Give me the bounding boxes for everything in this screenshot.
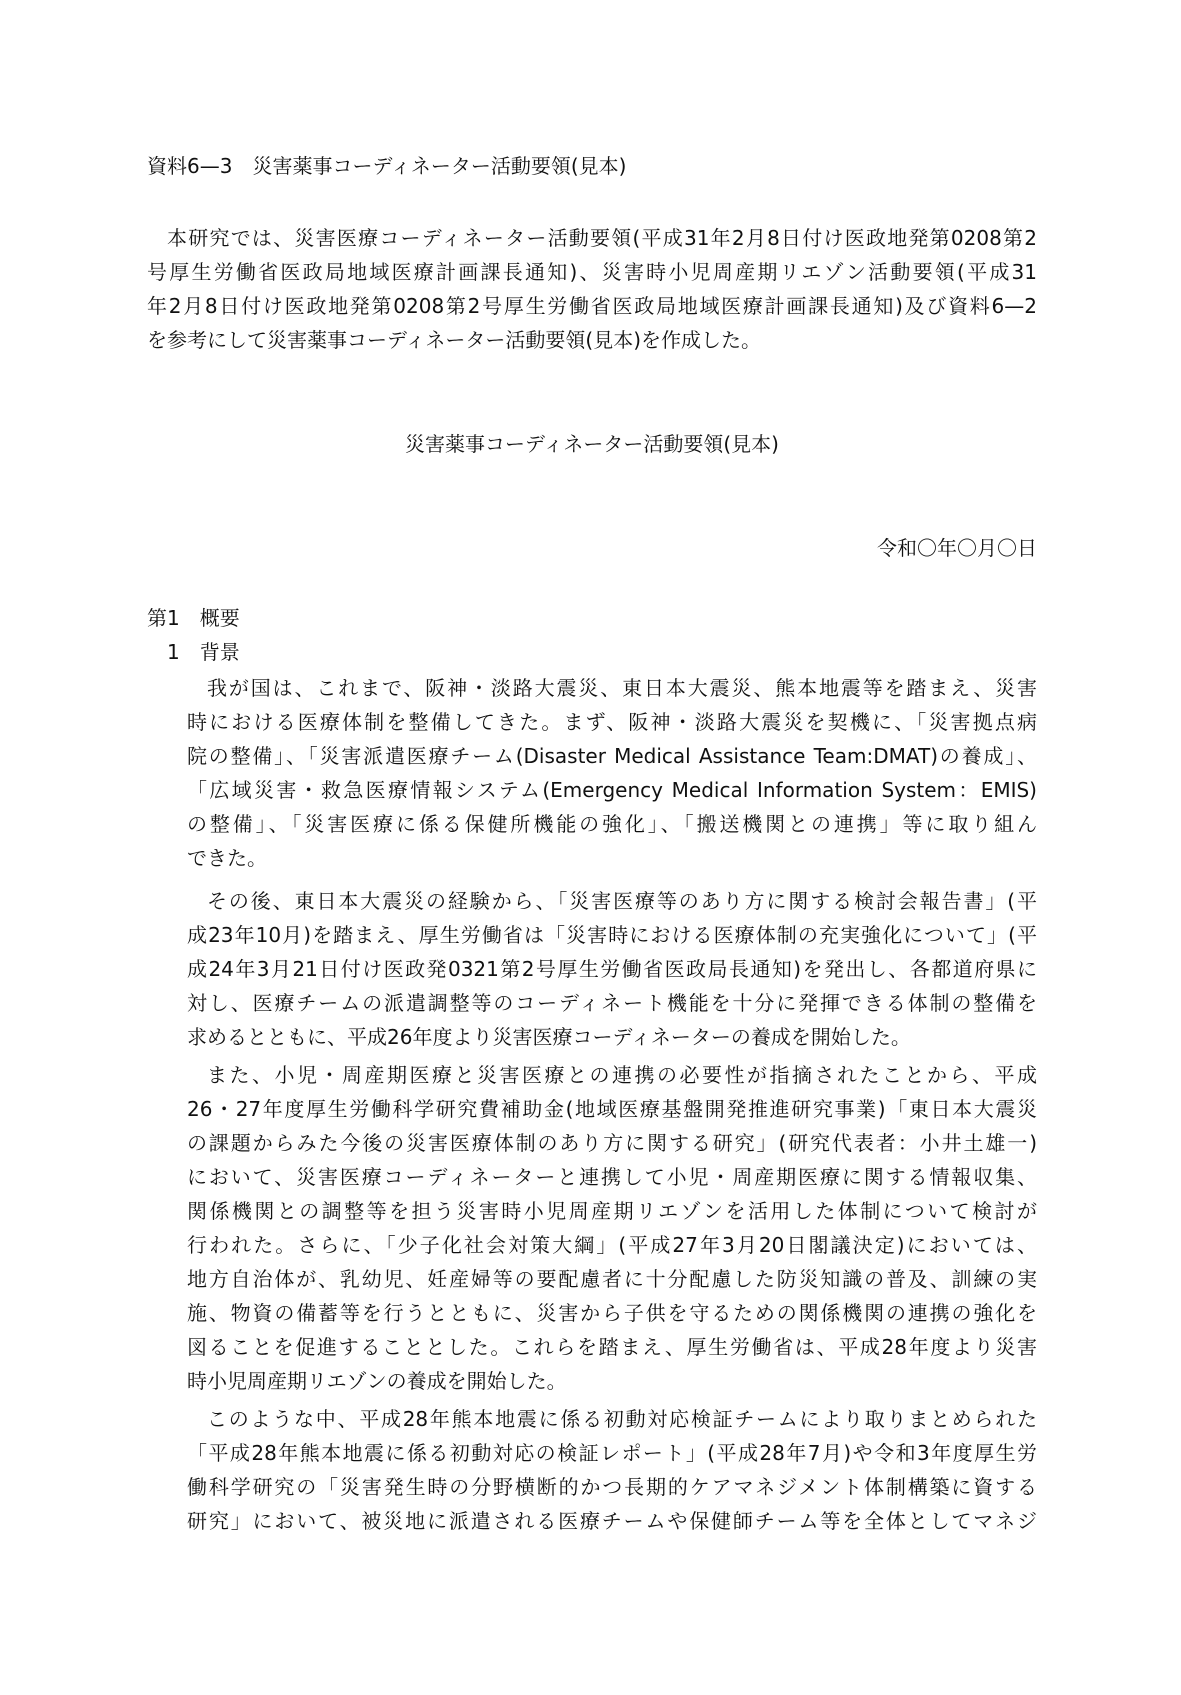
- body-line-23: 「平成28年熊本地震に係る初動対応の検証レポート」(平成28年7月)や令和3年度厚生労: [187, 1441, 1037, 1465]
- body-line-21: 時小児周産期リエゾンの養成を開始した。: [187, 1369, 567, 1393]
- body-line-3: 院の整備」、「災害派遣医療チーム(Disaster Medical Assistance Team:DMAT)の養成」、: [187, 744, 1037, 768]
- body-line-15: において、災害医療コーディネーターと連携して小児・周産期医療に関する情報収集、: [187, 1165, 1037, 1189]
- section-subheading: 1 背景: [167, 640, 240, 664]
- body-line-18: 地方自治体が、乳幼児、妊産婦等の要配慮者に十分配慮した防災知識の普及、訓練の実: [187, 1267, 1037, 1291]
- body-line-9: 成24年3月21日付け医政発0321第2号厚生労働省医政局長通知)を発出し、各都道府県に: [187, 957, 1037, 981]
- body-line-7: その後、東日本大震災の経験から、「災害医療等のあり方に関する検討会報告書」(平: [207, 889, 1037, 913]
- body-line-11: 求めるとともに、平成26年度より災害医療コーディネーターの養成を開始した。: [187, 1025, 911, 1049]
- body-line-8: 成23年10月)を踏まえ、厚生労働省は「災害時における医療体制の充実強化について」(平: [187, 923, 1037, 947]
- body-line-25: 研究」において、被災地に派遣される医療チームや保健師チーム等を全体としてマネジ: [187, 1509, 1037, 1533]
- body-line-24: 働科学研究の「災害発生時の分野横断的かつ長期的ケアマネジメント体制構築に資する: [187, 1475, 1037, 1499]
- body-line-19: 施、物資の備蓄等を行うとともに、災害から子供を守るための関係機関の連携の強化を: [187, 1301, 1037, 1325]
- body-line-14: の課題からみた今後の災害医療体制のあり方に関する研究」(研究代表者：小井土雄一): [187, 1131, 1037, 1155]
- section-heading: 第1 概要: [147, 606, 240, 630]
- body-line-12: また、小児・周産期医療と災害医療との連携の必要性が指摘されたことから、平成: [207, 1063, 1037, 1087]
- body-line-6: できた。: [187, 846, 267, 870]
- body-line-17: 行われた。さらに、「少子化社会対策大綱」(平成27年3月20日閣議決定)においては、: [187, 1233, 1037, 1257]
- body-line-20: 図ることを促進することとした。これらを踏まえ、厚生労働省は、平成28年度より災害: [187, 1335, 1037, 1359]
- header-label: 資料6—3 災害薬事コーディネーター活動要領(見本): [147, 154, 627, 178]
- intro-line-4: を参考にして災害薬事コーディネーター活動要領(見本)を作成した。: [147, 328, 762, 352]
- body-line-10: 対し、医療チームの派遣調整等のコーディネート機能を十分に発揮できる体制の整備を: [187, 991, 1037, 1015]
- body-line-4: 「広域災害・救急医療情報システム(Emergency Medical Information System：EMIS): [187, 778, 1037, 802]
- body-line-13: 26・27年度厚生労働科学研究費補助金(地域医療基盤開発推進研究事業)「東日本大震災: [187, 1097, 1037, 1121]
- document-title: 災害薬事コーディネーター活動要領(見本): [404, 432, 779, 456]
- intro-line-3: 年2月8日付け医政地発第0208第2号厚生労働省医政局地域医療計画課長通知)及び資料6—2: [147, 294, 1037, 318]
- body-line-2: 時における医療体制を整備してきた。まず、阪神・淡路大震災を契機に、「災害拠点病: [187, 710, 1037, 734]
- intro-line-1: 本研究では、災害医療コーディネーター活動要領(平成31年2月8日付け医政地発第0208第2: [167, 226, 1037, 250]
- body-line-5: の整備」、「災害医療に係る保健所機能の強化」、「搬送機関との連携」等に取り組ん: [187, 812, 1037, 836]
- intro-line-2: 号厚生労働省医政局地域医療計画課長通知)、災害時小児周産期リエゾン活動要領(平成31: [147, 260, 1037, 284]
- document-date: 令和〇年〇月〇日: [877, 536, 1037, 560]
- body-line-22: このような中、平成28年熊本地震に係る初動対応検証チームにより取りまとめられた: [207, 1407, 1037, 1431]
- body-line-1: 我が国は、これまで、阪神・淡路大震災、東日本大震災、熊本地震等を踏まえ、災害: [207, 676, 1037, 700]
- body-line-16: 関係機関との調整等を担う災害時小児周産期リエゾンを活用した体制について検討が: [187, 1199, 1037, 1223]
